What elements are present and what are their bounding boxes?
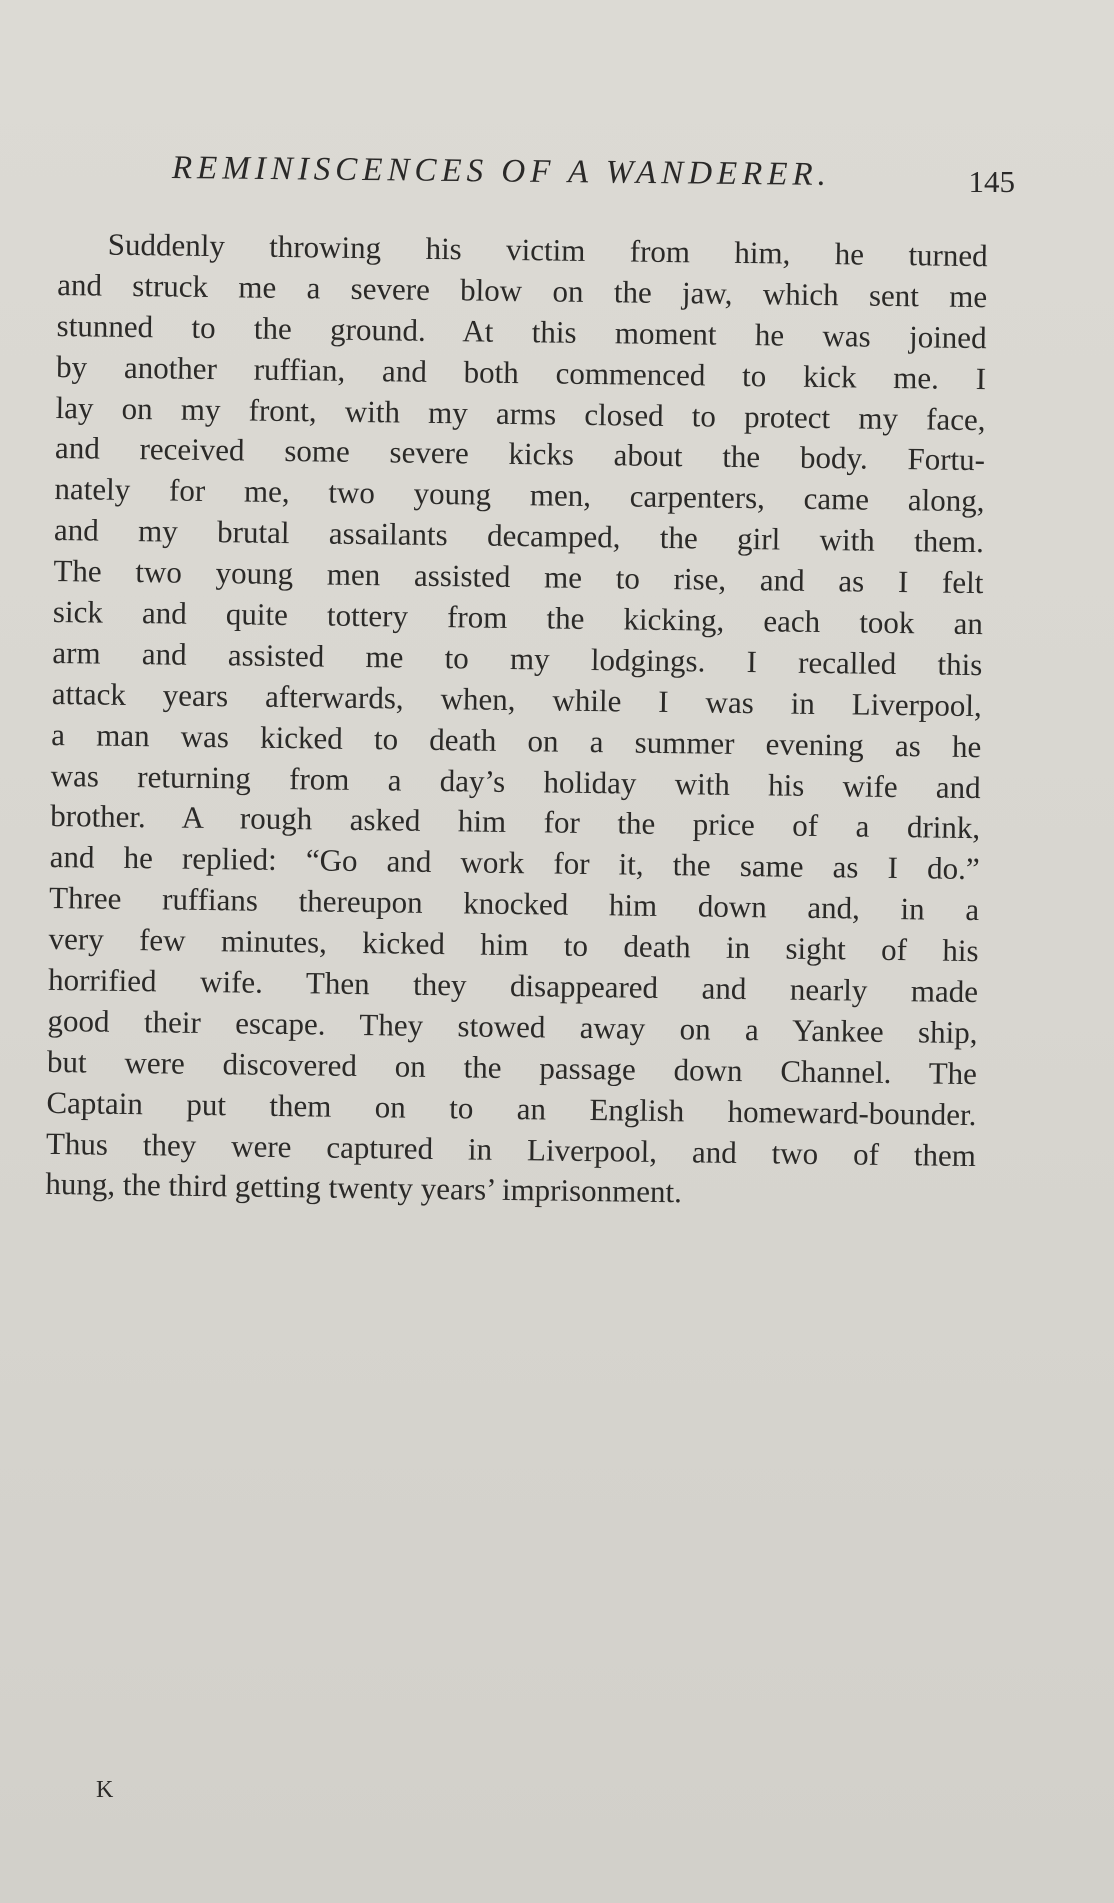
text-line: horrified wife. Then they disappeared and nearly made	[47, 961, 979, 1010]
text-line: stunned to the ground. At this moment he was joined	[56, 307, 987, 355]
text-line: brother. A rough asked him for the price of a drink,	[50, 798, 981, 846]
text-line: hung, the third getting twenty years’ imprisonment.	[45, 1166, 683, 1210]
text-line: and he replied: “Go and work for it, the same as I do.”	[49, 839, 980, 887]
text-line: attack years afterwards, when, while I was in Liverpool,	[51, 675, 983, 723]
text-line: nately for me, two young men, carpenters, came along,	[54, 471, 985, 519]
signature-mark: K	[96, 1777, 114, 1803]
text-line: arm and assisted me to my lodgings. I recalled this	[52, 634, 983, 683]
page-number: 145	[968, 164, 1015, 199]
text-line: and my brutal assailants decamped, the girl with them.	[53, 512, 985, 560]
text-line: Three ruffians thereupon knocked him down and, in a	[48, 880, 980, 928]
text-line: sick and quite tottery from the kicking, each took an	[52, 593, 984, 642]
text-line: lay on my front, with my arms closed to protect my face,	[55, 389, 986, 437]
text-line: good their escape. They stowed away on a Yankee ship,	[47, 1002, 978, 1051]
text-line: Suddenly throwing his victim from him, he turned	[107, 226, 988, 274]
running-title: REMINISCENCES OF A WANDERER.	[171, 150, 832, 193]
text-line: The two young men assisted me to rise, and as I felt	[53, 553, 984, 601]
text-line: and received some severe kicks about the body. Fortu-	[54, 430, 986, 478]
text-line: Captain put them on to an English homeward-bounder.	[46, 1084, 977, 1132]
text-line: Thus they were captured in Liverpool, and two of them	[45, 1125, 977, 1173]
text-line: by another ruffian, and both commenced to kick me. I	[55, 348, 987, 396]
body-text	[45, 224, 988, 1217]
text-line: very few minutes, kicked him to death in sight of his	[48, 921, 979, 969]
text-line: and struck me a severe blow on the jaw, which sent me	[56, 266, 988, 315]
text-line: a man was kicked to death on a summer evening as he	[51, 716, 982, 764]
running-head	[60, 150, 1060, 199]
text-line: but were discovered on the passage down Channel. The	[46, 1043, 978, 1091]
text-line: was returning from a day’s holiday with his wife and	[50, 757, 981, 805]
